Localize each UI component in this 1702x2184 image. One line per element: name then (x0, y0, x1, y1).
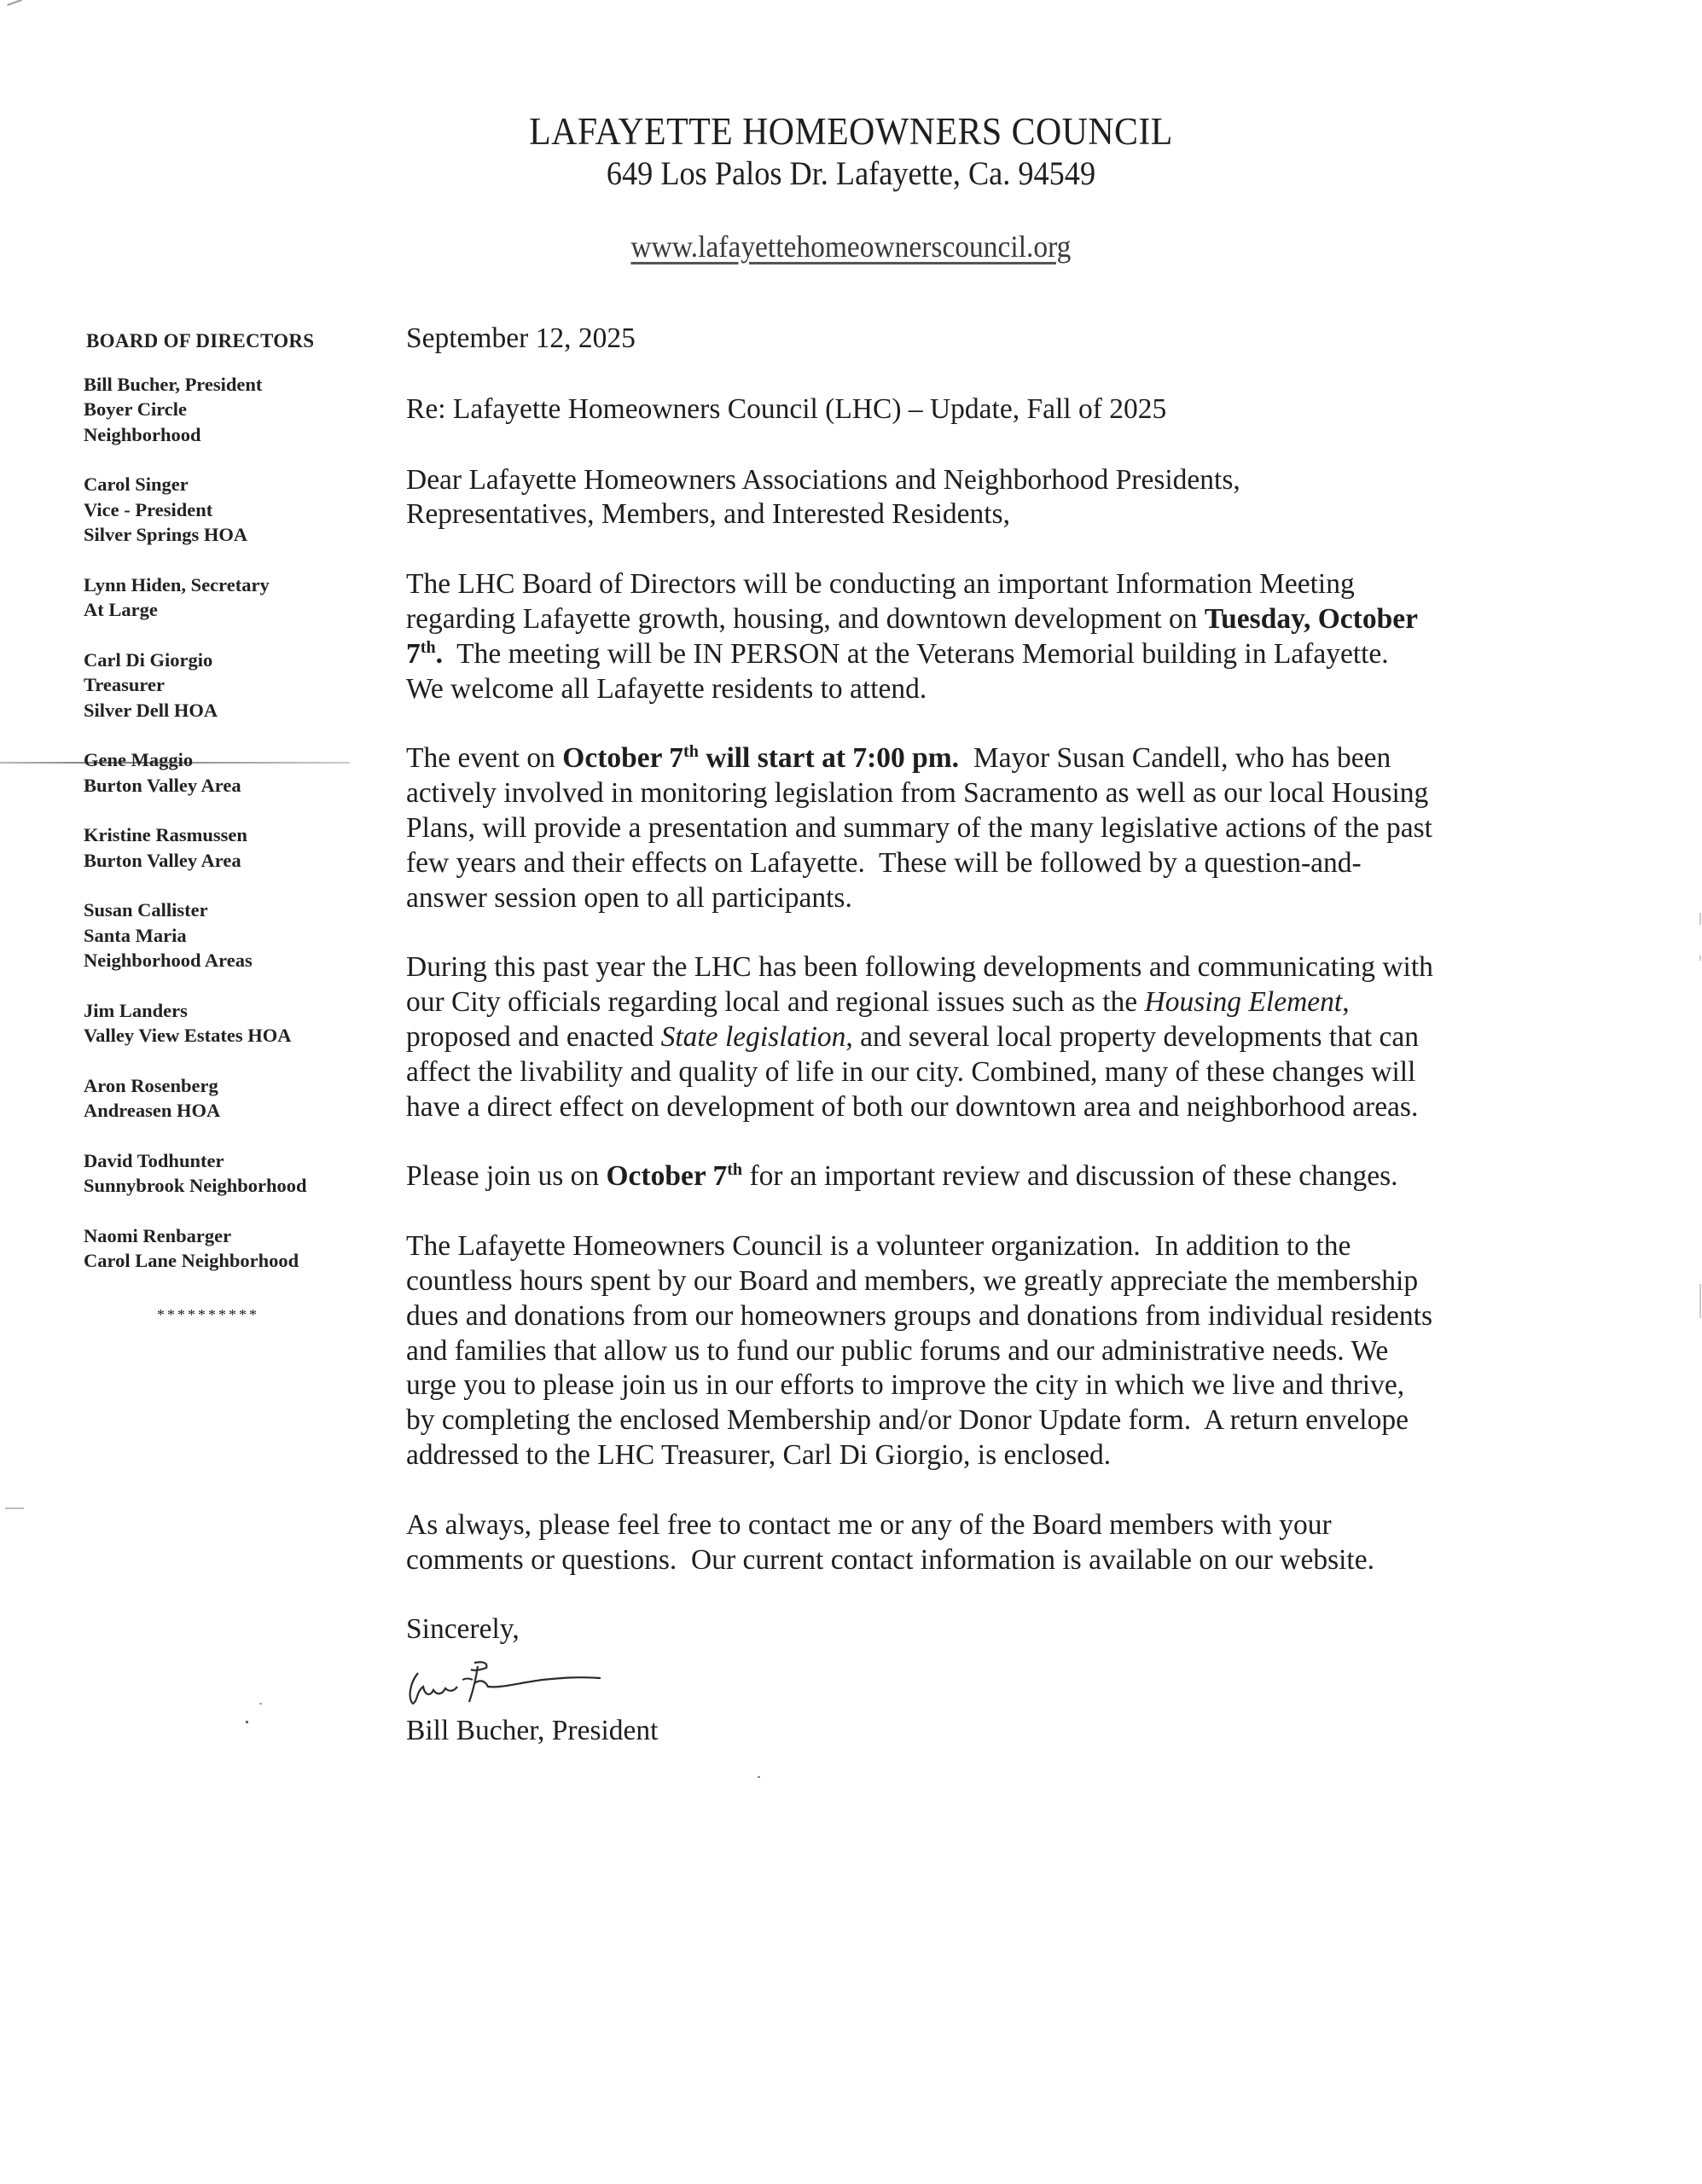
text-line: The Lafayette Homeowners Council is a volunteer organization. In addition to the (406, 1230, 1351, 1263)
event-date-bold: October 7 (606, 1160, 728, 1193)
scan-artifact-right-1 (1699, 913, 1701, 925)
text-line: Plans, will provide a presentation and summary of the many legislative actions of the past (406, 811, 1432, 844)
state-legislation-italic: State legislation (660, 1020, 846, 1053)
salutation (406, 463, 1532, 533)
board-member-detail: Neighborhood (84, 423, 201, 445)
event-date-bold: October 7 (562, 742, 683, 775)
letterhead (0, 109, 1702, 264)
board-member-detail: Valley View Estates HOA (84, 1025, 292, 1046)
salutation-line: Dear Lafayette Homeowners Associations and Neighborhood Presidents, (406, 463, 1240, 496)
text-run: , and several local property developments that can (845, 1020, 1420, 1053)
board-member-name: Carol Singer (84, 473, 189, 495)
board-member-name: Lynn Hiden, Secretary (84, 573, 270, 595)
housing-element-italic: Housing Element (1144, 986, 1343, 1019)
board-member (84, 372, 365, 448)
scan-artifact-dot-1 (259, 1703, 262, 1705)
text-line: addressed to the LHC Treasurer, Carl Di Giorgio, is enclosed. (406, 1438, 1112, 1471)
board-member-name: Susan Callister (84, 899, 208, 921)
text-line: actively involved in monitoring legislation from Sacramento as well as our local Housing (406, 777, 1429, 810)
board-member-detail: Sunnybrook Neighborhood (84, 1175, 307, 1196)
text-run: , (1342, 986, 1350, 1019)
board-member-detail: Burton Valley Area (84, 849, 241, 871)
board-member-name: Gene Maggio (84, 749, 194, 770)
board-member-name: Carl Di Giorgio (84, 648, 213, 671)
scan-artifact-right-2 (1699, 956, 1701, 961)
scan-artifact-dot-2 (246, 1721, 248, 1723)
paragraph-invitation (406, 1159, 1532, 1194)
board-member-detail: Silver Dell HOA (84, 699, 218, 721)
board-member-detail: Boyer Circle (84, 398, 188, 420)
text-line: few years and their effects on Lafayette. These will be followed by a question-and- (406, 846, 1362, 879)
letter-subject: Re: Lafayette Homeowners Council (LHC) – Update, Fall of 2025 (406, 392, 1167, 425)
text-line (406, 1020, 1532, 1055)
text-line: and families that allow us to fund our public forums and our administrative needs. We (406, 1334, 1389, 1367)
ordinal-suffix: th (683, 742, 699, 762)
board-member (84, 998, 365, 1048)
scan-artifact-right-3 (1699, 1284, 1701, 1318)
board-member-detail: At Large (84, 599, 158, 620)
text-line: comments or questions. Our current contact information is available on our website. (406, 1543, 1374, 1576)
board-of-directors-sidebar (84, 328, 365, 1327)
board-member (84, 822, 365, 873)
text-run: proposed and enacted (406, 1020, 661, 1053)
text-run: The event on (406, 742, 563, 775)
text-line: The LHC Board of Directors will be conducting an important Information Meeting (406, 568, 1355, 601)
signer-name: Bill Bucher, President (406, 1715, 659, 1747)
ordinal-suffix: th (420, 637, 436, 657)
paragraph-event-details (406, 741, 1532, 915)
board-member-name: Kristine Rasmussen (84, 824, 247, 845)
text-run: Mayor Susan Candell, who has been (959, 742, 1391, 775)
text-line: answer session open to all participants. (406, 881, 852, 914)
board-member-detail: Santa Maria (84, 924, 187, 946)
period-bold: . (435, 637, 443, 670)
board-member-name: Aron Rosenberg (84, 1074, 218, 1096)
board-member-detail: Neighborhood Areas (84, 950, 253, 971)
board-member-name: Naomi Renbarger (84, 1224, 232, 1246)
text-line (406, 637, 1532, 672)
paragraph-meeting-announcement (406, 567, 1532, 706)
closing: Sincerely, (406, 1613, 520, 1646)
text-line: During this past year the LHC has been following developments and communicating with (406, 951, 1433, 984)
ordinal-suffix: th (727, 1160, 743, 1180)
text-line: have a direct effect on development of both our downtown area and neighborhood areas. (406, 1090, 1419, 1123)
text-run: The meeting will be IN PERSON at the Veterans Memorial building in Lafayette. (443, 637, 1389, 670)
board-member (84, 897, 365, 973)
organization-name: LAFAYETTE HOMEOWNERS COUNCIL (529, 110, 1173, 153)
signature-image (406, 1658, 730, 1711)
board-member-detail: Andreasen HOA (84, 1100, 221, 1121)
text-run: Please join us on (406, 1160, 607, 1193)
meeting-day-bold: 7 (406, 637, 421, 670)
board-member-name: Jim Landers (84, 999, 188, 1021)
text-run: for an important review and discussion of these changes. (742, 1160, 1398, 1193)
board-member (84, 572, 365, 623)
board-member (84, 747, 365, 798)
text-line (406, 1159, 1532, 1194)
board-member (84, 648, 365, 723)
text-line (406, 602, 1532, 637)
text-line: We welcome all Lafayette residents to attend. (406, 672, 927, 705)
scan-artifact-dot-3 (758, 1776, 760, 1778)
board-member (84, 1073, 365, 1124)
board-member-name: Bill Bucher, President (84, 373, 263, 395)
event-time-bold: will start at 7:00 pm. (698, 742, 960, 775)
board-member-detail: Carol Lane Neighborhood (84, 1250, 299, 1271)
text-line: countless hours spent by our Board and members, we greatly appreciate the membership (406, 1264, 1419, 1297)
paragraph-contact (406, 1508, 1532, 1578)
text-run: regarding Lafayette growth, housing, and downtown development on (406, 602, 1205, 635)
board-member (84, 472, 365, 548)
scan-artifact-left-4 (5, 1507, 24, 1509)
board-member-detail: Vice - President (84, 498, 213, 520)
board-member (84, 1223, 365, 1274)
text-line: by completing the enclosed Membership and/or Donor Update form. A return envelope (406, 1404, 1409, 1437)
board-member-name: David Todhunter (84, 1149, 224, 1171)
sidebar-heading: BOARD OF DIRECTORS (86, 330, 315, 351)
paragraph-past-year (406, 950, 1532, 1124)
meeting-date-bold: Tuesday, October (1204, 602, 1418, 635)
sidebar-separator: ********** (157, 1305, 259, 1323)
board-member-list (84, 372, 365, 1274)
organization-website-link[interactable]: www.lafayettehomeownerscouncil.org (630, 229, 1072, 264)
board-member-detail: Burton Valley Area (84, 774, 241, 796)
scan-artifact-corner (7, 0, 22, 6)
board-member-detail: Silver Springs HOA (84, 524, 248, 545)
board-member-detail: Treasurer (84, 674, 165, 695)
text-line: affect the livability and quality of life in our city. Combined, many of these changes will (406, 1055, 1416, 1088)
paragraph-membership (406, 1229, 1532, 1473)
letter-body (406, 322, 1532, 1749)
text-run: our City officials regarding local and regional issues such as the (406, 986, 1145, 1019)
salutation-line: Representatives, Members, and Interested Residents, (406, 498, 1010, 531)
text-line: urge you to please join us in our efforts to improve the city in which we live and thrive, (406, 1369, 1405, 1402)
board-member (84, 1148, 365, 1199)
organization-address: 649 Los Palos Dr. Lafayette, Ca. 94549 (606, 155, 1096, 192)
letter-date: September 12, 2025 (406, 322, 636, 354)
text-line: As always, please feel free to contact me or any of the Board members with your (406, 1508, 1332, 1541)
text-line (406, 985, 1532, 1020)
text-line (406, 741, 1532, 776)
text-line: dues and donations from our homeowners groups and donations from individual residents (406, 1299, 1433, 1332)
